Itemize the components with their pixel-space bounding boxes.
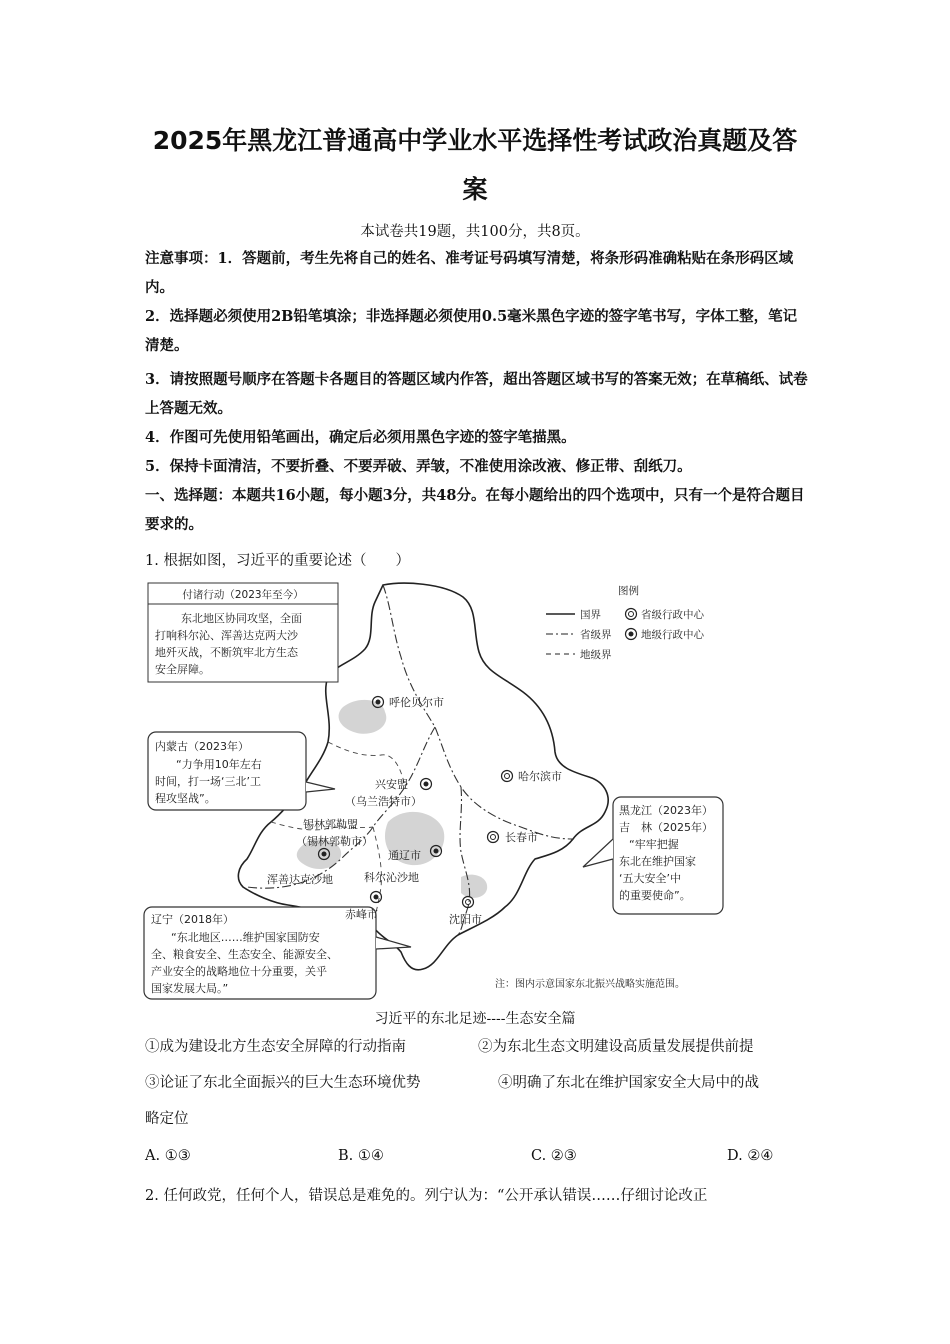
desert-hunshandake-label: 浑善达克沙地 (267, 873, 333, 886)
city-shenyang (449, 897, 482, 927)
callout-action-line4: 安全屏障。 (155, 663, 210, 676)
note-4: 4．作图可先使用铅笔画出，确定后必须用黑色字迹的签字笔描黑。 (145, 429, 576, 446)
prov-center-icon (502, 771, 513, 782)
callout-hlj-jl-line1: 黑龙江（2023年） (619, 804, 713, 817)
legend-title: 图例 (618, 585, 639, 597)
map-legend (546, 584, 704, 661)
pref-center-dot (374, 895, 379, 900)
statement-1: ①成为建设北方生态安全屏障的行动指南 (145, 1039, 406, 1055)
callout-liaoning-pointer (376, 937, 411, 949)
callout-liaoning-line3: 全、粮食安全、生态安全、能源安全、 (151, 948, 338, 961)
city-harbin-label: 哈尔滨市 (518, 770, 562, 783)
question-2-stem: 2. 任何政党，任何个人，错误总是难免的。列宁认为：“公开承认错误……仔细讨论改正 (145, 1188, 708, 1204)
callout-inner-mongolia (148, 732, 335, 810)
sandy-area-small (461, 875, 487, 898)
city-changchun-label: 长春市 (505, 831, 538, 844)
callout-liaoning-line5: 国家发展大局。” (151, 982, 229, 995)
prov-center-icon (626, 609, 637, 620)
legend-provincial-label: 省级界 (580, 629, 612, 641)
city-chifeng (345, 892, 382, 922)
pref-center-dot (376, 700, 381, 705)
statement-4: ④明确了东北在维护国家安全大局中的战 (498, 1075, 759, 1091)
note-2: 2．选择题必须使用2B铅笔填涂；非选择题必须使用0.5毫米黑色字迹的签字笔书写，字体工整，笔记清楚。 (145, 308, 798, 354)
city-chifeng-label: 赤峰市 (345, 908, 378, 921)
callout-action-title: 付诸行动（2023年至今） (182, 589, 304, 601)
pref-center-icon-dot (629, 632, 634, 637)
callout-inner-mongolia-line2: “力争用10年左右 (176, 758, 262, 771)
callout-inner-mongolia-line3: 时间，打一场‘三北’工 (155, 775, 261, 788)
sandy-area (339, 700, 387, 734)
pref-center-dot (434, 849, 439, 854)
callout-inner-mongolia-pointer (306, 782, 335, 792)
city-tongliao-label: 通辽市 (388, 849, 421, 862)
city-xilinhot-label: （锡林郭勒市） (296, 835, 373, 848)
callout-action-line2: 打响科尔沁、浑善达克两大沙 (155, 629, 298, 642)
callout-inner-mongolia-line1: 内蒙古（2023年） (155, 740, 249, 753)
callout-hlj-jl-line3: “牢牢把握 (629, 838, 679, 851)
callout-hlj-jl-pointer (583, 839, 613, 867)
note-3: 3．请按照题号顺序在答题卡各题目的答题区域内作答，超出答题区域书写的答案无效；在草稿纸、试卷上答题无效。 (145, 371, 808, 417)
option-a[interactable]: A. ①③ (145, 1148, 191, 1164)
prov-center-inner (466, 900, 471, 905)
desert-horqin-label: 科尔沁沙地 (364, 871, 419, 884)
prov-center-icon-inner (629, 612, 634, 617)
note-5: 5．保持卡面清洁，不要折叠、不要弄破、弄皱，不准使用涂改液、修正带、刮纸刀。 (145, 458, 692, 475)
figure-caption: 习近平的东北足迹----生态安全篇 (374, 1011, 576, 1027)
option-d[interactable]: D. ②④ (727, 1148, 774, 1164)
callout-action (148, 583, 338, 682)
city-hulunbuir-label: 呼伦贝尔市 (389, 696, 444, 709)
section-heading-choice: 一、选择题：本题共16小题，每小题3分，共48分。在每小题给出的四个选项中，只有一个是符合题目要求的。 (145, 487, 805, 533)
exam-title-line2: 案 (462, 175, 488, 204)
city-xilingol-label: 锡林郭勒盟 (303, 818, 358, 831)
callout-hlj-jl-line5: ‘五大安全’中 (619, 872, 681, 885)
callout-action-line3: 地歼灭战，不断筑牢北方生态 (155, 646, 298, 659)
city-xinganmeng-label: 兴安盟 (375, 778, 408, 791)
legend-pref-center-label: 地级行政中心 (641, 629, 704, 641)
pref-center-dot (322, 852, 327, 857)
legend-national-label: 国界 (580, 609, 601, 621)
map-note: 注：图内示意国家东北振兴战略实施范围。 (495, 979, 685, 990)
city-ulanhot-label: （乌兰浩特市） (345, 795, 422, 808)
statement-4-continued: 略定位 (145, 1111, 189, 1127)
callout-action-line1: 东北地区协同攻坚，全面 (181, 612, 302, 625)
northeast-map-figure (143, 577, 738, 1002)
statement-2: ②为东北生态文明建设高质量发展提供前提 (478, 1039, 754, 1055)
callout-hlj-jl-line6: 的重要使命”。 (619, 889, 691, 902)
city-hulunbuir (373, 696, 445, 709)
option-b[interactable]: B. ①④ (338, 1148, 384, 1164)
callout-hlj-jl-line4: 东北在维护国家 (619, 855, 696, 868)
legend-prov-center-label: 省级行政中心 (641, 609, 704, 621)
callout-liaoning-line2: “东北地区……维护国家国防安 (171, 931, 320, 944)
option-c[interactable]: C. ②③ (531, 1148, 577, 1164)
statement-3: ③论证了东北全面振兴的巨大生态环境优势 (145, 1075, 421, 1091)
note-1: 注意事项：1．答题前，考生先将自己的姓名、准考证号码填写清楚，将条形码准确粘贴在条形码区域内。 (145, 250, 794, 296)
pref-center-dot (424, 782, 429, 787)
exam-title-line1: 2025年黑龙江普通高中学业水平选择性考试政治真题及答 (152, 126, 798, 155)
callout-liaoning-line1: 辽宁（2018年） (151, 913, 234, 926)
city-harbin (502, 769, 563, 783)
legend-prefecture-label: 地级界 (580, 649, 612, 661)
callout-hlj-jl-line2: 吉 林（2025年） (619, 821, 713, 834)
city-shenyang-label: 沈阳市 (449, 913, 482, 926)
question-1-stem: 1. 根据如图，习近平的重要论述（ ） (145, 553, 410, 569)
callout-liaoning-line4: 产业安全的战略地位十分重要，关乎 (151, 965, 327, 978)
city-changchun (488, 831, 539, 844)
exam-summary: 本试卷共19题，共100分，共8页。 (360, 224, 590, 240)
prov-center-inner (491, 835, 496, 840)
callout-inner-mongolia-line4: 程攻坚战”。 (155, 792, 216, 805)
city-xinganmeng (345, 777, 432, 808)
prov-center-inner (505, 774, 510, 779)
prov-center-icon (488, 832, 499, 843)
